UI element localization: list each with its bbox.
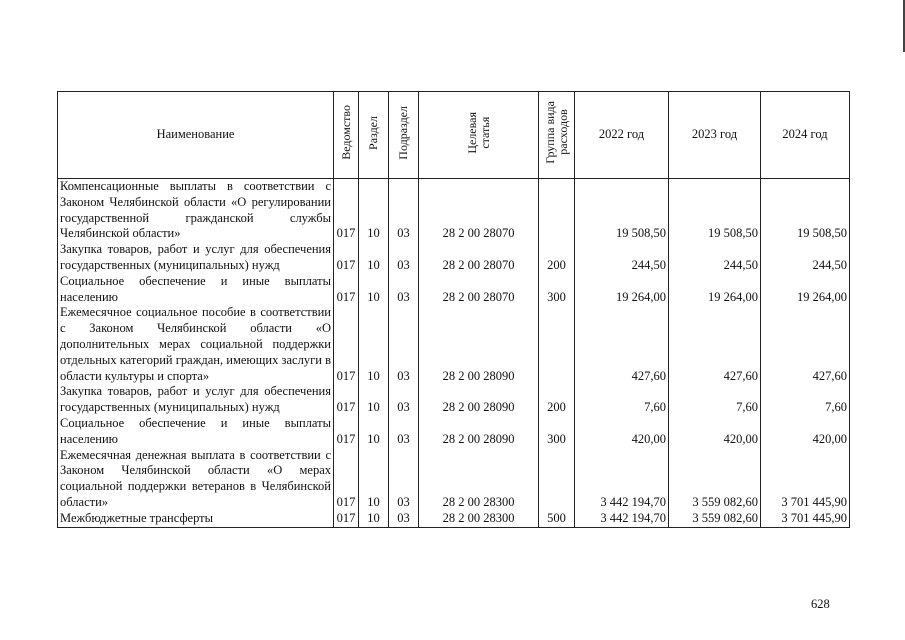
row-target-article: 28 2 00 28070 [419, 179, 539, 243]
row-name: Закупка товаров, работ и услуг для обеспечения государственных (муниципальных) нужд [58, 242, 334, 274]
budget-table [57, 91, 850, 528]
header-year-2023: 2023 год [669, 92, 761, 179]
header-target-article: Целевая статья [419, 92, 539, 179]
row-2023: 7,60 [669, 384, 761, 416]
row-expense-group: 300 [539, 416, 575, 448]
row-target-article: 28 2 00 28090 [419, 416, 539, 448]
row-target-article: 28 2 00 28090 [419, 305, 539, 384]
row-2022: 244,50 [575, 242, 669, 274]
row-name: Межбюджетные трансферты [58, 511, 334, 527]
row-2022: 19 264,00 [575, 274, 669, 306]
header-name: Наименование [58, 92, 334, 179]
row-department: 017 [334, 274, 359, 306]
row-expense-group: 200 [539, 242, 575, 274]
row-department: 017 [334, 242, 359, 274]
row-department: 017 [334, 416, 359, 448]
row-2024: 3 701 445,90 [761, 448, 850, 511]
row-target-article: 28 2 00 28090 [419, 384, 539, 416]
row-2022: 7,60 [575, 384, 669, 416]
row-2023: 244,50 [669, 242, 761, 274]
row-expense-group: 500 [539, 511, 575, 527]
row-expense-group: 300 [539, 274, 575, 306]
table-row [58, 305, 850, 384]
row-2023: 19 264,00 [669, 274, 761, 306]
row-target-article: 28 2 00 28070 [419, 274, 539, 306]
row-subsection: 03 [389, 448, 419, 511]
row-subsection: 03 [389, 242, 419, 274]
page-number: 628 [811, 597, 830, 611]
table-row [58, 242, 850, 274]
row-name: Закупка товаров, работ и услуг для обеспечения государственных (муниципальных) нужд [58, 384, 334, 416]
header-expense-group: Группа вида расходов [539, 92, 575, 179]
row-expense-group [539, 448, 575, 511]
row-department: 017 [334, 511, 359, 527]
row-2024: 3 701 445,90 [761, 511, 850, 527]
row-department: 017 [334, 384, 359, 416]
row-section: 10 [359, 274, 389, 306]
row-subsection: 03 [389, 274, 419, 306]
row-expense-group: 200 [539, 384, 575, 416]
row-subsection: 03 [389, 416, 419, 448]
row-section: 10 [359, 448, 389, 511]
row-subsection: 03 [389, 384, 419, 416]
header-section: Раздел [359, 92, 389, 179]
row-section: 10 [359, 242, 389, 274]
row-2024: 244,50 [761, 242, 850, 274]
header-subsection: Подраздел [389, 92, 419, 179]
row-2024: 427,60 [761, 305, 850, 384]
row-subsection: 03 [389, 305, 419, 384]
row-target-article: 28 2 00 28070 [419, 242, 539, 274]
row-department: 017 [334, 305, 359, 384]
header-department: Ведомство [334, 92, 359, 179]
header-year-2024: 2024 год [761, 92, 850, 179]
row-name: Ежемесячное социальное пособие в соответствии с Законом Челябинской области «О дополнительных мерах социальной поддержки отдельных категорий граждан, имеющих заслуги в области культуры и спорта» [58, 305, 334, 384]
row-2024: 19 264,00 [761, 274, 850, 306]
row-2023: 3 559 082,60 [669, 511, 761, 527]
row-department: 017 [334, 448, 359, 511]
row-section: 10 [359, 511, 389, 527]
header-year-2022: 2022 год [575, 92, 669, 179]
table-row [58, 511, 850, 527]
row-2023: 3 559 082,60 [669, 448, 761, 511]
row-section: 10 [359, 416, 389, 448]
table-row [58, 274, 850, 306]
row-subsection: 03 [389, 511, 419, 527]
row-2022: 420,00 [575, 416, 669, 448]
row-2022: 3 442 194,70 [575, 448, 669, 511]
row-name: Социальное обеспечение и иные выплаты населению [58, 274, 334, 306]
row-2023: 427,60 [669, 305, 761, 384]
row-name: Социальное обеспечение и иные выплаты населению [58, 416, 334, 448]
row-subsection: 03 [389, 179, 419, 243]
table-row [58, 179, 850, 243]
row-department: 017 [334, 179, 359, 243]
row-expense-group [539, 305, 575, 384]
row-name: Ежемесячная денежная выплата в соответствии с Законом Челябинской области «О мерах социальной поддержки ветеранов в Челябинской области» [58, 448, 334, 511]
row-2024: 19 508,50 [761, 179, 850, 243]
row-section: 10 [359, 384, 389, 416]
row-2024: 420,00 [761, 416, 850, 448]
row-section: 10 [359, 179, 389, 243]
row-2022: 19 508,50 [575, 179, 669, 243]
row-2022: 3 442 194,70 [575, 511, 669, 527]
row-expense-group [539, 179, 575, 243]
table-header-row [58, 92, 850, 179]
row-name: Компенсационные выплаты в соответствии с Законом Челябинской области «О регулировании государственной гражданской службы Челябинской области» [58, 179, 334, 243]
row-2022: 427,60 [575, 305, 669, 384]
table-row [58, 384, 850, 416]
row-2024: 7,60 [761, 384, 850, 416]
table-row [58, 416, 850, 448]
row-target-article: 28 2 00 28300 [419, 448, 539, 511]
table-row [58, 448, 850, 511]
row-2023: 19 508,50 [669, 179, 761, 243]
row-2023: 420,00 [669, 416, 761, 448]
row-target-article: 28 2 00 28300 [419, 511, 539, 527]
row-section: 10 [359, 305, 389, 384]
